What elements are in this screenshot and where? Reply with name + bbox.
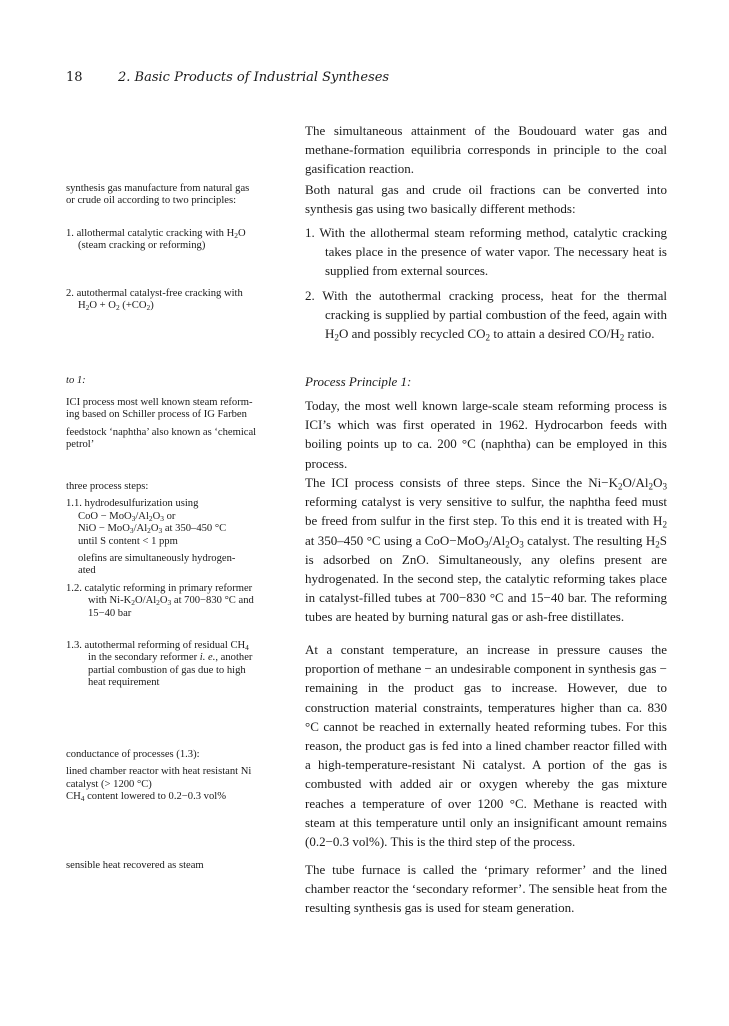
running-header xyxy=(66,70,389,85)
margin-note-autothermal: 2. autothermal catalyst-free cracking with $H_2O + O_2$ $(+CO_2)$ xyxy=(66,288,243,313)
paragraph-three-steps: The ICI process consists of three steps. Since the $Ni-K_2O/Al_2O_3$ reforming catalyst is very sensitive to sulfur, the naphtha feed must be freed from sulfur in the first step. To this end it is treated with $H_2$ at 350–450 °C using a $CoO-MoO_3/Al_2O_3$ catalyst. The resulting $H_2S$ is adsorbed on ZnO. Simultaneously, any olefins present are hydrogenated. In the second step, the catalytic reforming takes place in catalyst-filled tubes at 700−830 °C and 15−40 bar. The reforming tubes are heated by burning natural gas or ash-free distillates. xyxy=(305,475,668,625)
page-number: 18 xyxy=(66,70,83,85)
margin-note-to-1: to 1: xyxy=(66,375,86,386)
list-item-allothermal: 1. With the allothermal steam reforming method, catalytic cracking takes place in the presence of water vapor. The necessary heat is supplied from external sources. xyxy=(305,225,667,279)
margin-note-sensible-heat: sensible heat recovered as steam xyxy=(66,860,204,871)
margin-note-conductance: conductance of processes (1.3): lined chamber reactor with heat resistant Ni catalyst (> 1200 °C) $CH_4$ content lowered to 0.2−0.3 vol% xyxy=(66,749,252,804)
list-item-autothermal: 2. With the autothermal cracking process, heat for the thermal cracking is supplied by partial combustion of the feed, again with $H_2O$ and possibly recycled $CO_2$ to attain a desired $CO/H_2$ ratio. xyxy=(305,288,667,343)
margin-note-allothermal: 1. allothermal catalytic cracking with $H_2O$ (steam cracking or reforming) xyxy=(66,228,246,252)
paragraph-two-methods: Both natural gas and crude oil fractions can be converted into synthesis gas using two basically different methods: xyxy=(305,182,667,217)
paragraph-pressure: At a constant temperature, an increase in pressure causes the proportion of methane − an undesirable component in synthesis gas − remaining in the product gas to increase. However, due to construction material constraints, temperatures higher than ca. 830 °C cannot be reached in externally heated reforming tubes. For this reason, the product gas is fed into a lined chamber reactor filled with a high-temperature-resistant Ni catalyst. A portion of the gas is combusted with added air or oxygen whereby the gas mixture reaches a temperature of over 1200 °C. Methane is reacted with steam at this temperature until only an insignificant amount remains (0.2−0.3 vol%). This is the third step of the process. xyxy=(305,642,667,850)
paragraph-ici: Today, the most well known large-scale steam reforming process is ICI’s which was first operated in 1962. Hydrocarbon feeds with boiling points up to ca. 200 °C (naphtha) can be employed in this process. xyxy=(305,398,667,471)
paragraph-boudouard: The simultaneous attainment of the Boudouard water gas and methane-formation equilibria corresponds in principle to the coal gasification reaction. xyxy=(305,123,667,177)
section-heading-process-principle: Process Principle 1: xyxy=(305,374,412,389)
margin-note-autothermal-reforming: 1.3. autothermal reforming of residual $CH_4$ in the secondary reformer i. e., another partial combustion of gas due to high heat requirement xyxy=(66,640,253,689)
margin-note-synthesis-gas: synthesis gas manufacture from natural gas or crude oil according to two principles: xyxy=(66,183,250,207)
margin-note-process-steps: three process steps: 1.1. hydrodesulfurization using CoO − $MoO_3/Al_2O_3$ or NiO − $MoO_3/Al_2O_3$ at 350–450 °C until S content < 1 ppm olefins are simultaneously hydrogen- ated 1.2. catalytic reforming in primary reformer with $Ni-K_2O/Al_2O_3$ at 700−830 °C and 15−40 bar xyxy=(66,481,254,619)
margin-note-ici-process: ICI process most well known steam reform- ing based on Schiller process of IG Farben feedstock ‘naphtha’ also known as ‘chemical petrol’ xyxy=(66,397,257,451)
chapter-title: 2. Basic Products of Industrial Syntheses xyxy=(118,70,390,85)
paragraph-tube-furnace: The tube furnace is called the ‘primary reformer’ and the lined chamber reactor the ‘secondary reformer’. The sensible heat from the resulting synthesis gas is used for steam generation. xyxy=(305,862,667,916)
